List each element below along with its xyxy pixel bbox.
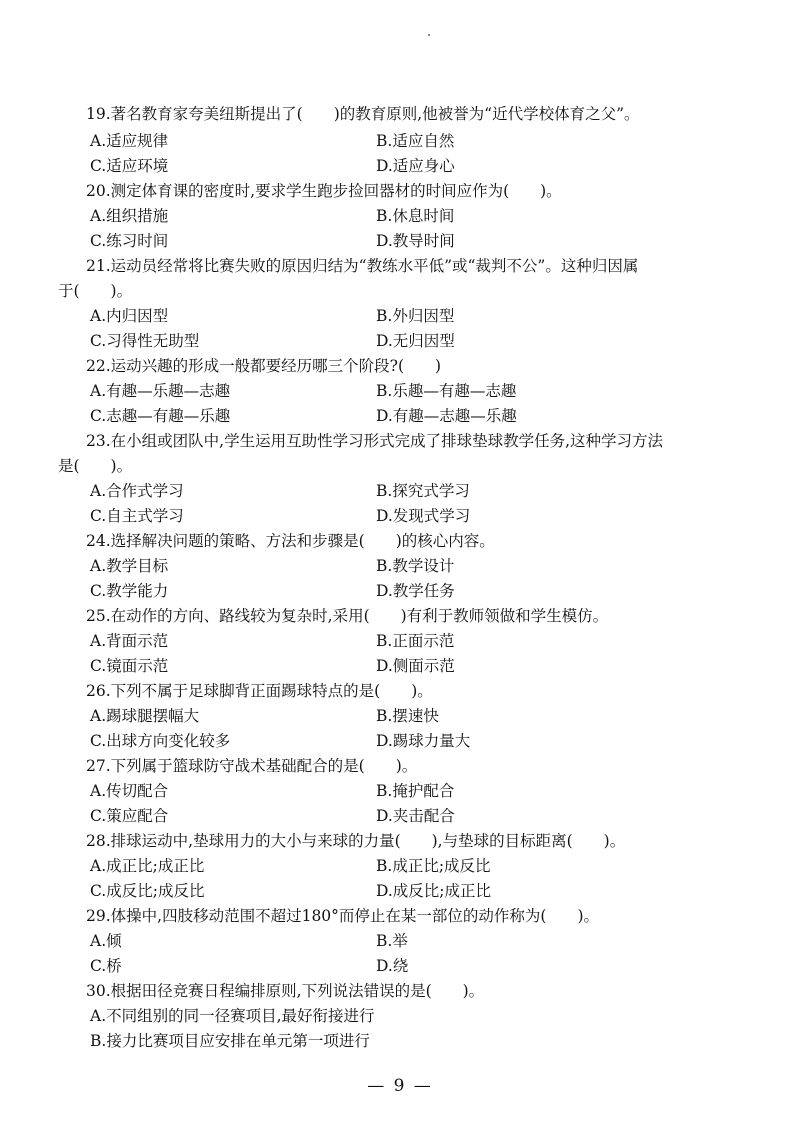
question-21-continued [58, 279, 698, 304]
question-21 [86, 254, 726, 279]
option-d: D.绕 [376, 957, 409, 975]
option-d: D.侧面示范 [376, 657, 455, 675]
question-23 [86, 429, 726, 454]
question-28 [86, 829, 726, 854]
option-b: B.外归因型 [376, 307, 455, 325]
option-c: C.桥 [90, 957, 122, 975]
option-a: A.内归因型 [90, 307, 169, 325]
question-25 [86, 604, 726, 629]
option-c: C.成反比;成反比 [90, 882, 205, 900]
option-b: B.掩护配合 [376, 782, 455, 800]
question-stem: 20.测定体育课的密度时,要求学生跑步捡回器材的时间应作为( )。 [86, 182, 562, 200]
question-stem: 21.运动员经常将比赛失败的原因归结为“教练水平低”或“裁判不公”。这种归因属 [86, 257, 639, 275]
option-c: C.出球方向变化较多 [90, 732, 231, 750]
option-c: C.习得性无助型 [90, 332, 200, 350]
page-number: — 9 — [367, 1076, 433, 1096]
question-29 [86, 904, 726, 929]
question-22 [86, 354, 726, 379]
option-a: A.有趣—乐趣—志趣 [90, 382, 231, 400]
option-a: A.成正比;成正比 [90, 857, 205, 875]
question-stem: 26.下列不属于足球脚背正面踢球特点的是( )。 [86, 682, 433, 700]
option-d: D.有趣—志趣—乐趣 [376, 407, 517, 425]
question-stem: 23.在小组或团队中,学生运用互助性学习形式完成了排球垫球教学任务,这种学习方法 [86, 432, 664, 450]
option-a: A.传切配合 [90, 782, 169, 800]
option-c: C.自主式学习 [90, 507, 184, 525]
option-c: C.策应配合 [90, 807, 169, 825]
option-b: B.正面示范 [376, 632, 455, 650]
question-stem-continued: 于( )。 [58, 282, 133, 300]
option-a: A.不同组别的同一径赛项目,最好衔接进行 [90, 1007, 375, 1025]
question-19 [86, 102, 726, 127]
question-24 [86, 529, 726, 554]
question-23-continued [58, 454, 698, 479]
option-a: A.教学目标 [90, 557, 169, 575]
question-30 [86, 979, 726, 1004]
option-b: B.乐趣—有趣—志趣 [376, 382, 517, 400]
option-a: A.倾 [90, 932, 122, 950]
option-d: D.夹击配合 [376, 807, 455, 825]
option-a: A.适应规律 [90, 132, 169, 150]
option-c: C.教学能力 [90, 582, 169, 600]
option-b: B.休息时间 [376, 207, 455, 225]
option-a: A.踢球腿摆幅大 [90, 707, 200, 725]
option-d: D.无归因型 [376, 332, 455, 350]
option-c: C.镜面示范 [90, 657, 169, 675]
question-27 [86, 754, 726, 779]
question-stem: 22.运动兴趣的形成一般都要经历哪三个阶段?( ) [86, 357, 442, 375]
question-20 [86, 179, 726, 204]
question-stem: 25.在动作的方向、路线较为复杂时,采用( )有利于教师领做和学生模仿。 [86, 607, 609, 625]
option-c: C.练习时间 [90, 232, 169, 250]
question-stem: 19.著名教育家夸美纽斯提出了( )的教育原则,他被誉为“近代学校体育之父”。 [86, 105, 640, 123]
option-d: D.教学任务 [376, 582, 455, 600]
option-d: D.适应身心 [376, 157, 455, 175]
option-d: D.发现式学习 [376, 507, 471, 525]
option-b: B.成正比;成反比 [376, 857, 491, 875]
option-d: D.成反比;成正比 [376, 882, 492, 900]
option-b: B.适应自然 [376, 132, 455, 150]
question-26 [86, 679, 726, 704]
option-b: B.接力比赛项目应安排在单元第一项进行 [90, 1032, 370, 1050]
option-a: A.背面示范 [90, 632, 169, 650]
question-stem: 27.下列属于篮球防守战术基础配合的是( )。 [86, 757, 418, 775]
question-stem: 29.体操中,四肢移动范围不超过180°而停止在某一部位的动作称为( )。 [86, 907, 600, 925]
option-a: A.合作式学习 [90, 482, 184, 500]
question-stem: 30.根据田径竞赛日程编排原则,下列说法错误的是( )。 [86, 982, 485, 1000]
scan-speck [428, 34, 430, 36]
option-a: A.组织措施 [90, 207, 169, 225]
question-stem: 24.选择解决问题的策略、方法和步骤是( )的核心内容。 [86, 532, 495, 550]
option-d: D.教导时间 [376, 232, 455, 250]
question-stem-continued: 是( )。 [58, 457, 133, 475]
question-stem: 28.排球运动中,垫球用力的大小与来球的力量( ),与垫球的目标距离( )。 [86, 832, 626, 850]
option-b: B.探究式学习 [376, 482, 470, 500]
option-b: B.摆速快 [376, 707, 439, 725]
option-b: B.举 [376, 932, 408, 950]
option-b: B.教学设计 [376, 557, 455, 575]
option-c: C.适应环境 [90, 157, 169, 175]
option-d: D.踢球力量大 [376, 732, 471, 750]
option-c: C.志趣—有趣—乐趣 [90, 407, 231, 425]
